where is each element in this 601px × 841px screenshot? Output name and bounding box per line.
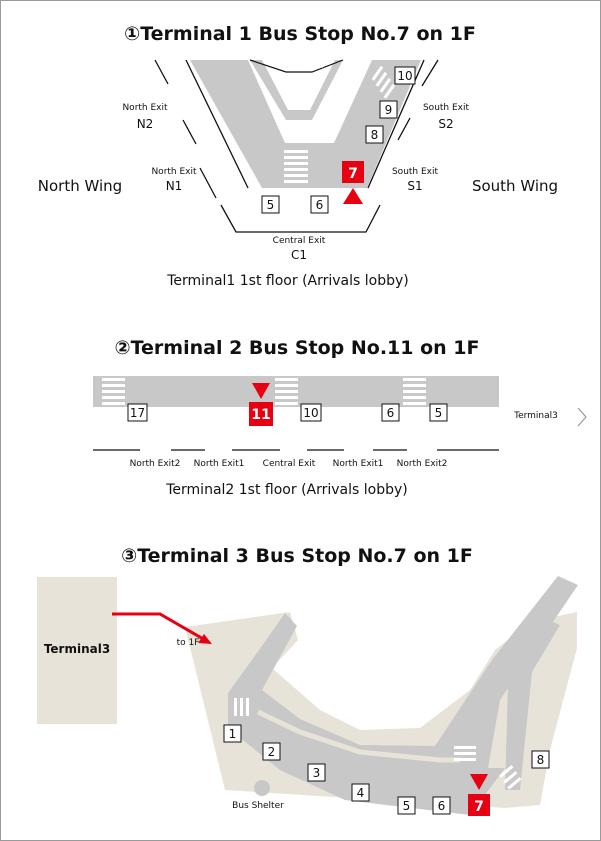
t3-stop-3 xyxy=(308,764,325,781)
t2-exit-north-exit1-b: North Exit1 xyxy=(332,459,384,469)
terminal2-title: ②Terminal 2 Bus Stop No.11 on 1F xyxy=(114,337,480,359)
svg-text:1: 1 xyxy=(228,727,237,741)
t1-stop-10 xyxy=(395,67,415,84)
t1-stop-8 xyxy=(366,126,383,143)
svg-text:7: 7 xyxy=(474,799,484,815)
exit-s1-small: South Exit xyxy=(391,167,439,177)
exit-n2: N2 xyxy=(136,117,154,131)
t3-stop-5 xyxy=(398,797,415,814)
exit-n1: N1 xyxy=(165,179,183,193)
terminal3-title: ③Terminal 3 Bus Stop No.7 on 1F xyxy=(121,545,473,567)
exit-n1-small: North Exit xyxy=(151,167,197,177)
t3-stop-2 xyxy=(263,743,280,760)
svg-text:11: 11 xyxy=(251,407,271,423)
svg-text:6: 6 xyxy=(315,198,324,212)
terminal2-caption: Terminal2 1st floor (Arrivals lobby) xyxy=(166,482,408,498)
svg-text:10: 10 xyxy=(303,406,319,420)
terminal3-direction-label: Terminal3 xyxy=(514,411,558,421)
exit-n2-small: North Exit xyxy=(122,103,168,113)
svg-text:9: 9 xyxy=(384,103,393,117)
exit-c1-small: Central Exit xyxy=(272,236,326,246)
t3-stop-1 xyxy=(224,725,241,742)
svg-text:5: 5 xyxy=(402,799,411,813)
exit-s1: S1 xyxy=(407,179,423,193)
svg-text:7: 7 xyxy=(348,166,358,182)
t1-stop-7-highlight xyxy=(342,161,364,204)
svg-text:8: 8 xyxy=(536,753,545,767)
svg-text:6: 6 xyxy=(437,799,446,813)
exit-s2: S2 xyxy=(438,117,454,131)
terminal1-title: ①Terminal 1 Bus Stop No.7 on 1F xyxy=(124,23,476,45)
svg-text:8: 8 xyxy=(370,128,379,142)
chevron-right-icon xyxy=(578,408,586,426)
t1-stop-6 xyxy=(311,196,328,213)
terminal3-map xyxy=(37,545,578,816)
terminal1-caption: Terminal1 1st floor (Arrivals lobby) xyxy=(167,273,409,289)
t2-exit-north-exit2-b: North Exit2 xyxy=(396,459,448,469)
t1-stop-9 xyxy=(380,101,397,118)
t3-stop-6 xyxy=(433,797,450,814)
svg-text:17: 17 xyxy=(129,406,146,420)
terminal2-exit-labels xyxy=(130,459,448,469)
t2-stop-6 xyxy=(382,404,399,421)
terminal1-map xyxy=(38,23,558,289)
t2-stop-10 xyxy=(301,404,321,421)
south-wing-label: South Wing xyxy=(471,177,559,195)
exit-c1: C1 xyxy=(290,248,308,262)
location-marker-icon xyxy=(343,188,363,204)
svg-text:4: 4 xyxy=(356,786,365,800)
exit-s2-small: South Exit xyxy=(422,103,470,113)
svg-text:10: 10 xyxy=(397,69,413,83)
svg-text:5: 5 xyxy=(434,406,443,420)
svg-text:3: 3 xyxy=(312,766,321,780)
north-wing-label: North Wing xyxy=(37,177,123,195)
t2-exit-north-exit2-a: North Exit2 xyxy=(129,459,181,469)
to-1f-label: to 1F xyxy=(176,638,200,648)
terminal3-building-label: Terminal3 xyxy=(43,642,111,656)
t3-stop-8 xyxy=(532,751,549,768)
svg-text:5: 5 xyxy=(266,198,275,212)
terminal2-map xyxy=(93,337,586,498)
t2-exit-north-exit1-a: North Exit1 xyxy=(193,459,245,469)
svg-text:6: 6 xyxy=(386,406,395,420)
t2-exit-central: Central Exit xyxy=(262,459,316,469)
t2-stop-17 xyxy=(128,404,147,421)
t2-stop-5 xyxy=(430,404,447,421)
t3-stop-4 xyxy=(352,784,369,801)
bus-shelter-label: Bus Shelter xyxy=(232,801,284,811)
bus-shelter-icon xyxy=(254,780,270,796)
t1-stop-5 xyxy=(262,196,279,213)
svg-text:2: 2 xyxy=(267,745,276,759)
